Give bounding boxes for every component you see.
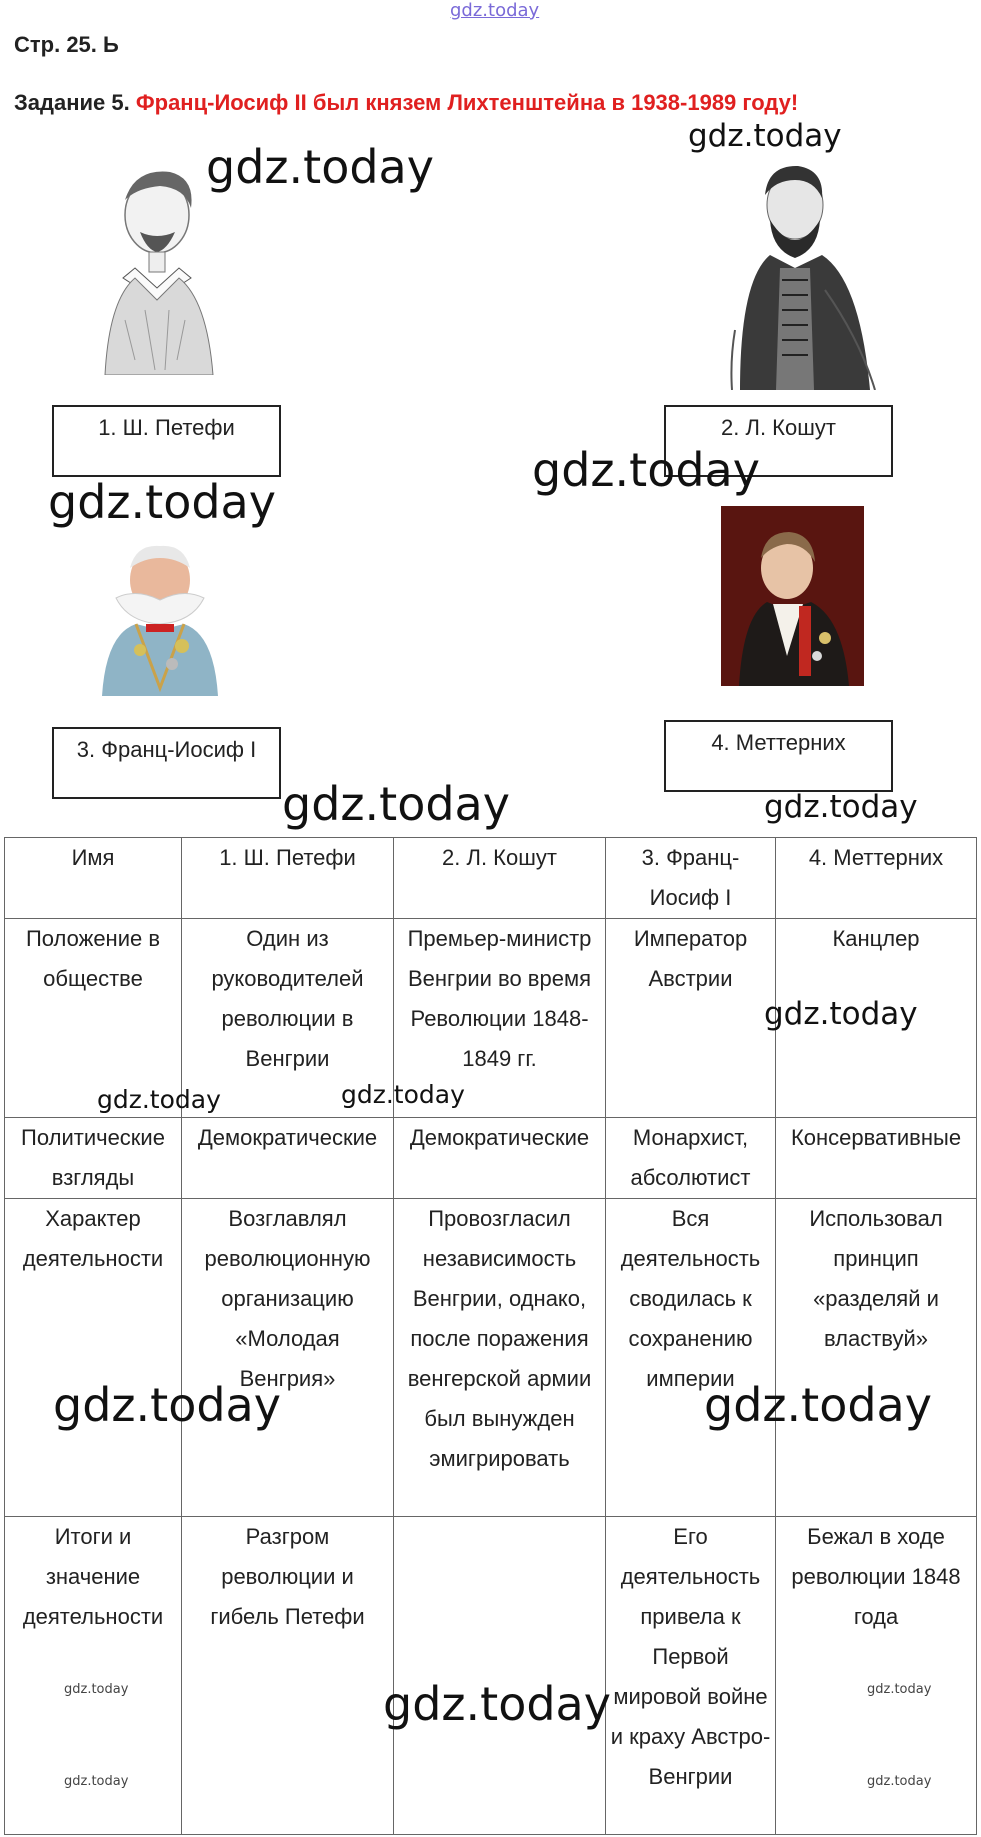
- portrait-label-petofi: 1. Ш. Петефи: [52, 405, 281, 477]
- table-cell: Политические взгляды: [5, 1118, 182, 1199]
- watermark: gdz.today: [867, 1682, 932, 1697]
- table-cell: Император Австрии: [606, 919, 776, 1118]
- header-cell: 3. Франц-Иосиф I: [606, 838, 776, 919]
- watermark: gdz.today: [383, 1677, 611, 1731]
- portrait-kossuth-image: [710, 150, 885, 390]
- table-cell: Консервативные: [776, 1118, 977, 1199]
- watermark: gdz.today: [532, 443, 760, 497]
- table-cell: Характер деятельности: [5, 1199, 182, 1517]
- watermark: gdz.today: [341, 1080, 465, 1109]
- table-cell: Его деятельность привела к Первой мировой войне и краху Австро-Венгрии: [606, 1517, 776, 1835]
- table-cell: Вся деятельность сводилась к сохранению империи: [606, 1199, 776, 1517]
- table-cell: Бежал в ходе революции 1848 года: [776, 1517, 977, 1835]
- table-cell: Возглавлял революционную организацию «Молодая Венгрия»: [182, 1199, 394, 1517]
- watermark: gdz.today: [97, 1085, 221, 1114]
- watermark: gdz.today: [64, 1774, 129, 1789]
- table-cell: Канцлер: [776, 919, 977, 1118]
- portrait-label-franz-joseph: 3. Франц-Иосиф I: [52, 727, 281, 799]
- table-cell: Премьер-министр Венгрии во время Революции 1848-1849 гг.: [394, 919, 606, 1118]
- table-cell: Монархист, абсолютист: [606, 1118, 776, 1199]
- portrait-franz-joseph-image: [96, 538, 224, 696]
- watermark: gdz.today: [764, 789, 918, 825]
- table-row: [5, 1199, 977, 1517]
- watermark: gdz.today: [48, 475, 276, 529]
- header-cell: 1. Ш. Петефи: [182, 838, 394, 919]
- watermark: gdz.today: [764, 996, 918, 1032]
- table-cell: Положение в обществе: [5, 919, 182, 1118]
- table-header-row: [5, 838, 977, 919]
- header-cell: 4. Меттерних: [776, 838, 977, 919]
- header-cell: Имя: [5, 838, 182, 919]
- page-reference: Стр. 25. Ь: [14, 32, 119, 57]
- table-cell: Демократические: [394, 1118, 606, 1199]
- task-text: Франц-Иосиф II был князем Лихтенштейна в 1938-1989 году!: [135, 90, 799, 115]
- table-cell: Провозгласил независимость Венгрии, однако, после поражения венгерской армии был вынужден эмигрировать: [394, 1199, 606, 1517]
- watermark: gdz.today: [704, 1378, 932, 1432]
- watermark: gdz.today: [206, 140, 434, 194]
- portrait-metternich-image: [721, 506, 864, 686]
- watermark: gdz.today: [53, 1378, 281, 1432]
- task-label: Задание 5.: [14, 90, 130, 115]
- task-heading: [14, 90, 798, 116]
- table-cell: Итоги и значение деятельности: [5, 1517, 182, 1835]
- table-cell: [394, 1517, 606, 1835]
- watermark: gdz.today: [688, 118, 842, 154]
- watermark: gdz.today: [867, 1774, 932, 1789]
- table-cell: Использовал принцип «разделяй и властвуй»: [776, 1199, 977, 1517]
- top-watermark-link[interactable]: gdz.today: [450, 0, 540, 21]
- watermark: gdz.today: [282, 777, 510, 831]
- portrait-label-kossuth: 2. Л. Кошут: [664, 405, 893, 477]
- table-cell: Разгром революции и гибель Петефи: [182, 1517, 394, 1835]
- watermark: gdz.today: [64, 1682, 129, 1697]
- portrait-label-metternich: 4. Меттерних: [664, 720, 893, 792]
- header-cell: 2. Л. Кошут: [394, 838, 606, 919]
- table-cell: Один из руководителей революции в Венгрии: [182, 919, 394, 1118]
- table-cell: Демократические: [182, 1118, 394, 1199]
- table-row: [5, 1118, 977, 1199]
- table-row: [5, 1517, 977, 1835]
